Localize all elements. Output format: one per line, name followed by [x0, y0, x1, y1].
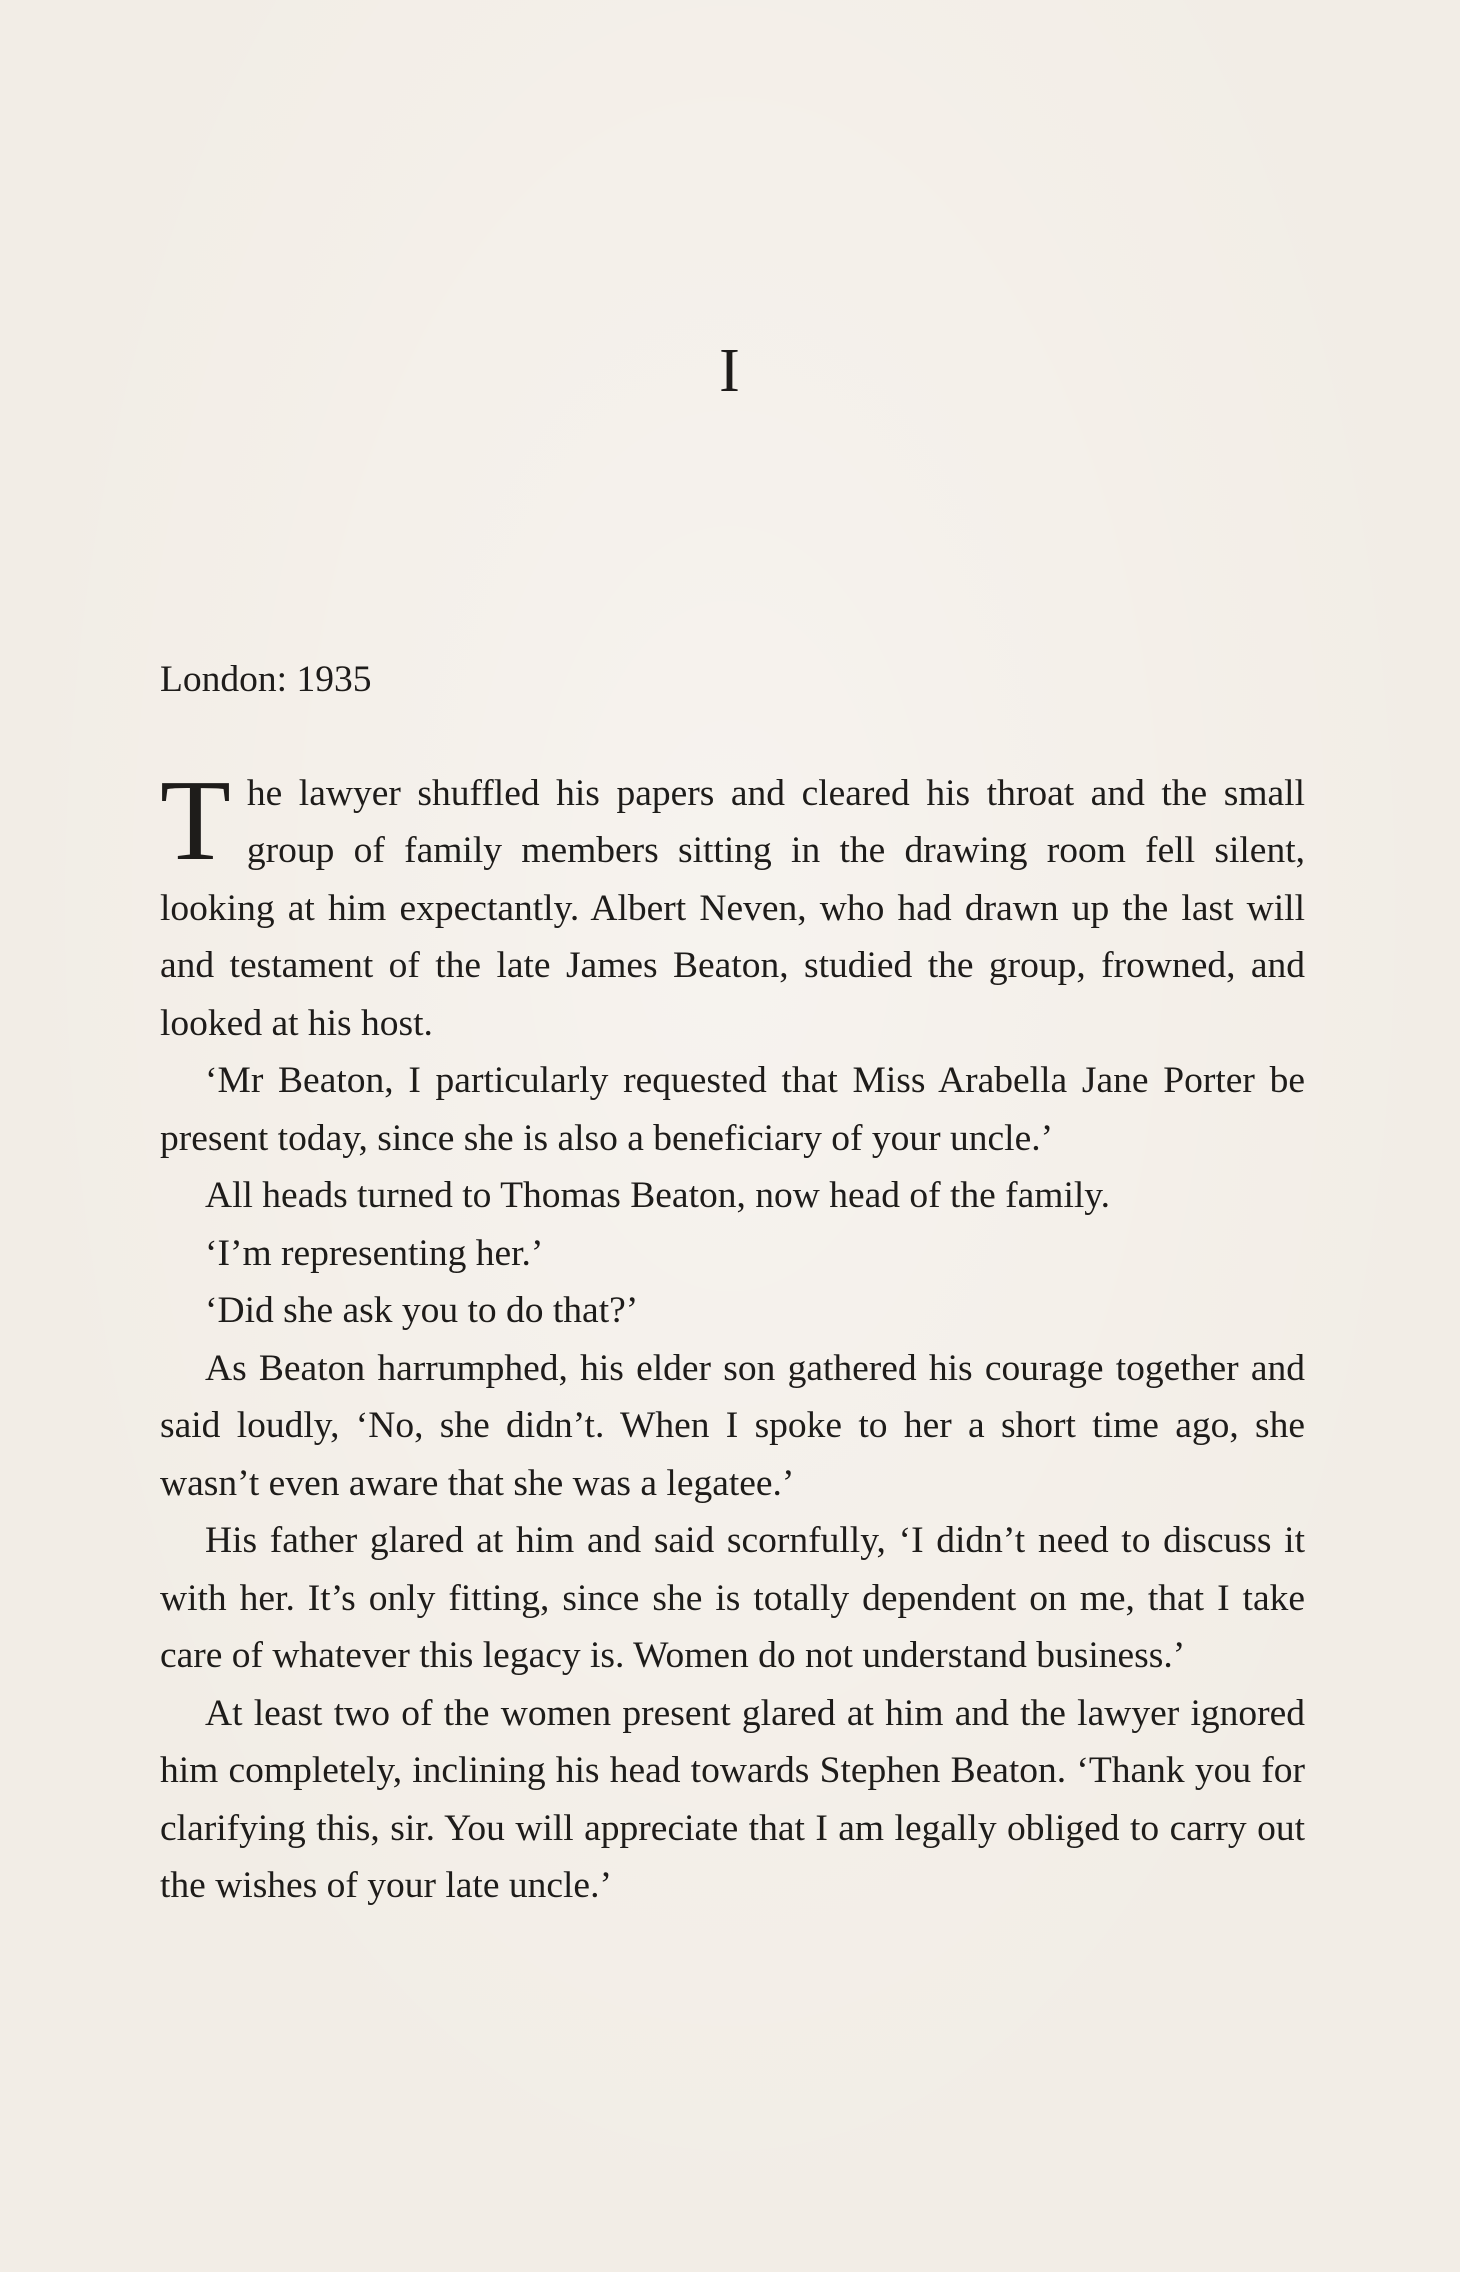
- paragraph-5: ‘Did she ask you to do that?’: [205, 1290, 639, 1331]
- paragraph-8: At least two of the women present glared at him and the lawyer ignored him completely, inclining his head towards Stephen Beaton. ‘Thank you for clarifying this, sir. You will appreciate that I am legally obliged to carry out the wishes of your late uncle.’: [160, 1692, 1305, 1906]
- chapter-number: I: [719, 337, 741, 405]
- drop-cap: T: [160, 756, 231, 885]
- paragraph-7: His father glared at him and said scornfully, ‘I didn’t need to discuss it with her. It’s only fitting, since she is totally dependent on me, that I take care of whatever this legacy is. Women do not understand business.’: [160, 1520, 1305, 1676]
- paragraph-3: All heads turned to Thomas Beaton, now head of the family.: [205, 1175, 1110, 1216]
- paragraph-2: ‘Mr Beaton, I particularly requested that Miss Arabella Jane Porter be present today, since she is also a beneficiary of your uncle.’: [160, 1060, 1305, 1159]
- body-text: [160, 651, 1305, 1915]
- place-date-heading: London: 1935: [160, 659, 372, 700]
- paragraph-text: he lawyer shuffled his papers and cleared his throat and the small group of family members sitting in the drawing room fell silent, looking at him expectantly. Albert Neven, who had drawn up the last will and testament of the late James Beaton, studied the group, frowned, and looked at his host.: [160, 772, 1305, 1044]
- paragraph-4: ‘I’m representing her.’: [205, 1232, 544, 1274]
- paragraph-6: As Beaton harrumphed, his elder son gathered his courage together and said loudly, ‘No, she didn’t. When I spoke to her a short time ago, she wasn’t even aware that she was a legatee.’: [160, 1347, 1305, 1504]
- paragraph-1: [160, 756, 1305, 1053]
